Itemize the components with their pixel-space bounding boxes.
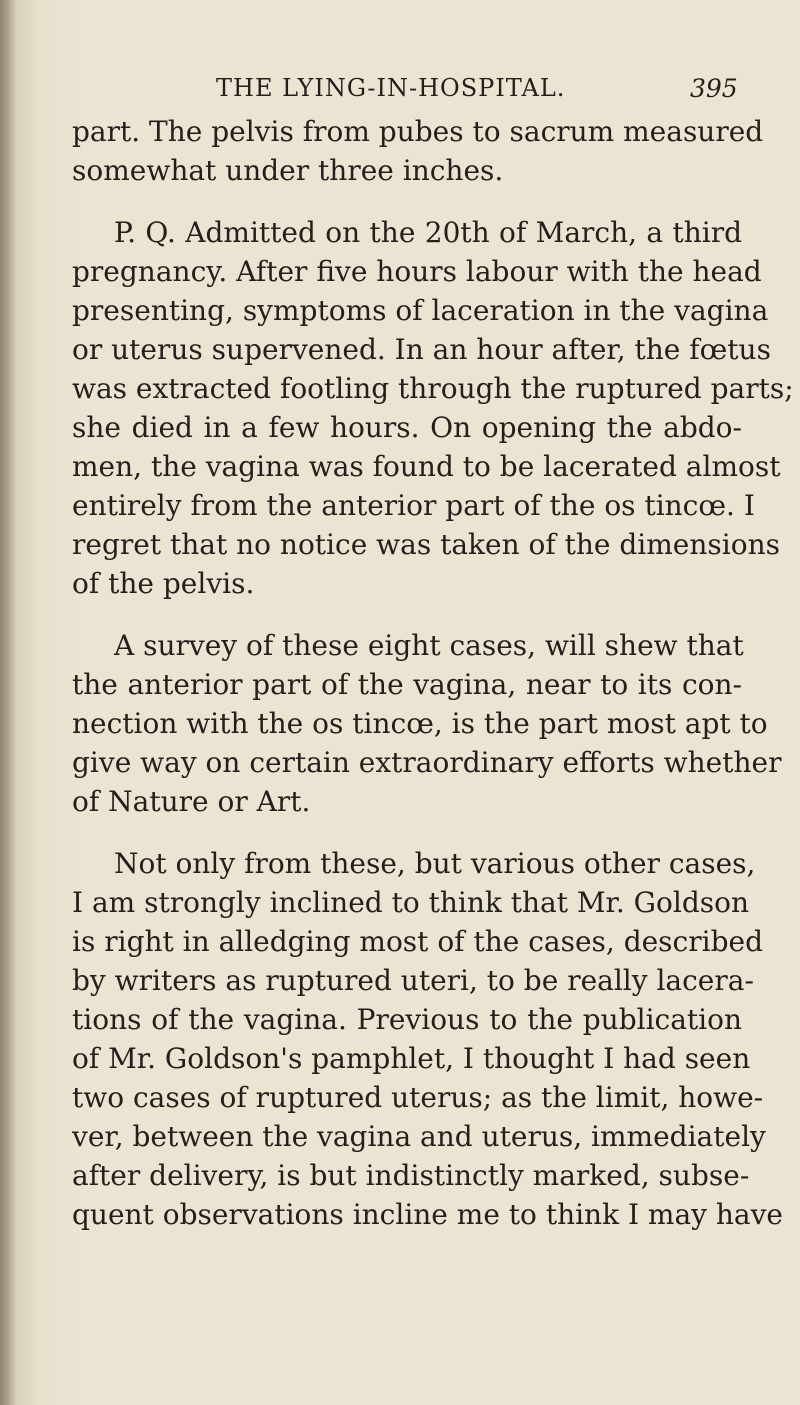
text-line: ver, between the vagina and uterus, immediately	[72, 1120, 766, 1153]
text-line: I am strongly inclined to think that Mr. Goldson	[72, 886, 750, 919]
paragraph	[72, 626, 782, 821]
text-line: A survey of these eight cases, will shew that	[114, 629, 744, 662]
text-line: two cases of ruptured uterus; as the limit, howe-	[72, 1081, 764, 1114]
text-line: regret that no notice was taken of the dimensions	[72, 528, 780, 561]
text-line: was extracted footling through the ruptured parts;	[72, 372, 794, 405]
text-line: men, the vagina was found to be lacerated almost	[72, 450, 781, 483]
text-line: or uterus supervened. In an hour after, the fœtus	[72, 333, 771, 366]
text-line: by writers as ruptured uteri, to be really lacera-	[72, 964, 754, 997]
text-line: presenting, symptoms of laceration in the vagina	[72, 294, 769, 327]
text-line: of Nature or Art.	[72, 785, 311, 818]
running-head: THE LYING-IN-HOSPITAL.	[216, 74, 566, 102]
text-line: tions of the vagina. Previous to the publication	[72, 1003, 742, 1036]
text-line: is right in alledging most of the cases, described	[72, 925, 763, 958]
text-line: pregnancy. After five hours labour with the head	[72, 255, 762, 288]
text-line: nection with the os tincœ, is the part most apt to	[72, 707, 768, 740]
text-line: Not only from these, but various other cases,	[114, 847, 756, 880]
text-line: of Mr. Goldson's pamphlet, I thought I had seen	[72, 1042, 751, 1075]
paragraph	[72, 112, 764, 190]
paragraph	[72, 213, 794, 603]
text-line: the anterior part of the vagina, near to its con-	[72, 668, 742, 701]
text-line: quent observations incline me to think I may have	[72, 1198, 783, 1231]
text-line: part. The pelvis from pubes to sacrum measured	[72, 115, 764, 148]
text-line: of the pelvis.	[72, 567, 255, 600]
text-line: after delivery, is but indistinctly marked, subse-	[72, 1159, 750, 1192]
body-text	[72, 112, 794, 1234]
text-line: entirely from the anterior part of the os tincœ. I	[72, 489, 755, 522]
text-line: somewhat under three inches.	[72, 154, 504, 187]
paragraph	[72, 844, 783, 1234]
text-line: give way on certain extraordinary efforts whether	[72, 746, 782, 779]
page-gutter-shadow	[0, 0, 16, 1405]
text-line: she died in a few hours. On opening the abdo-	[72, 411, 742, 444]
text-line: P. Q. Admitted on the 20th of March, a third	[114, 216, 742, 249]
page-number: 395	[690, 74, 738, 103]
